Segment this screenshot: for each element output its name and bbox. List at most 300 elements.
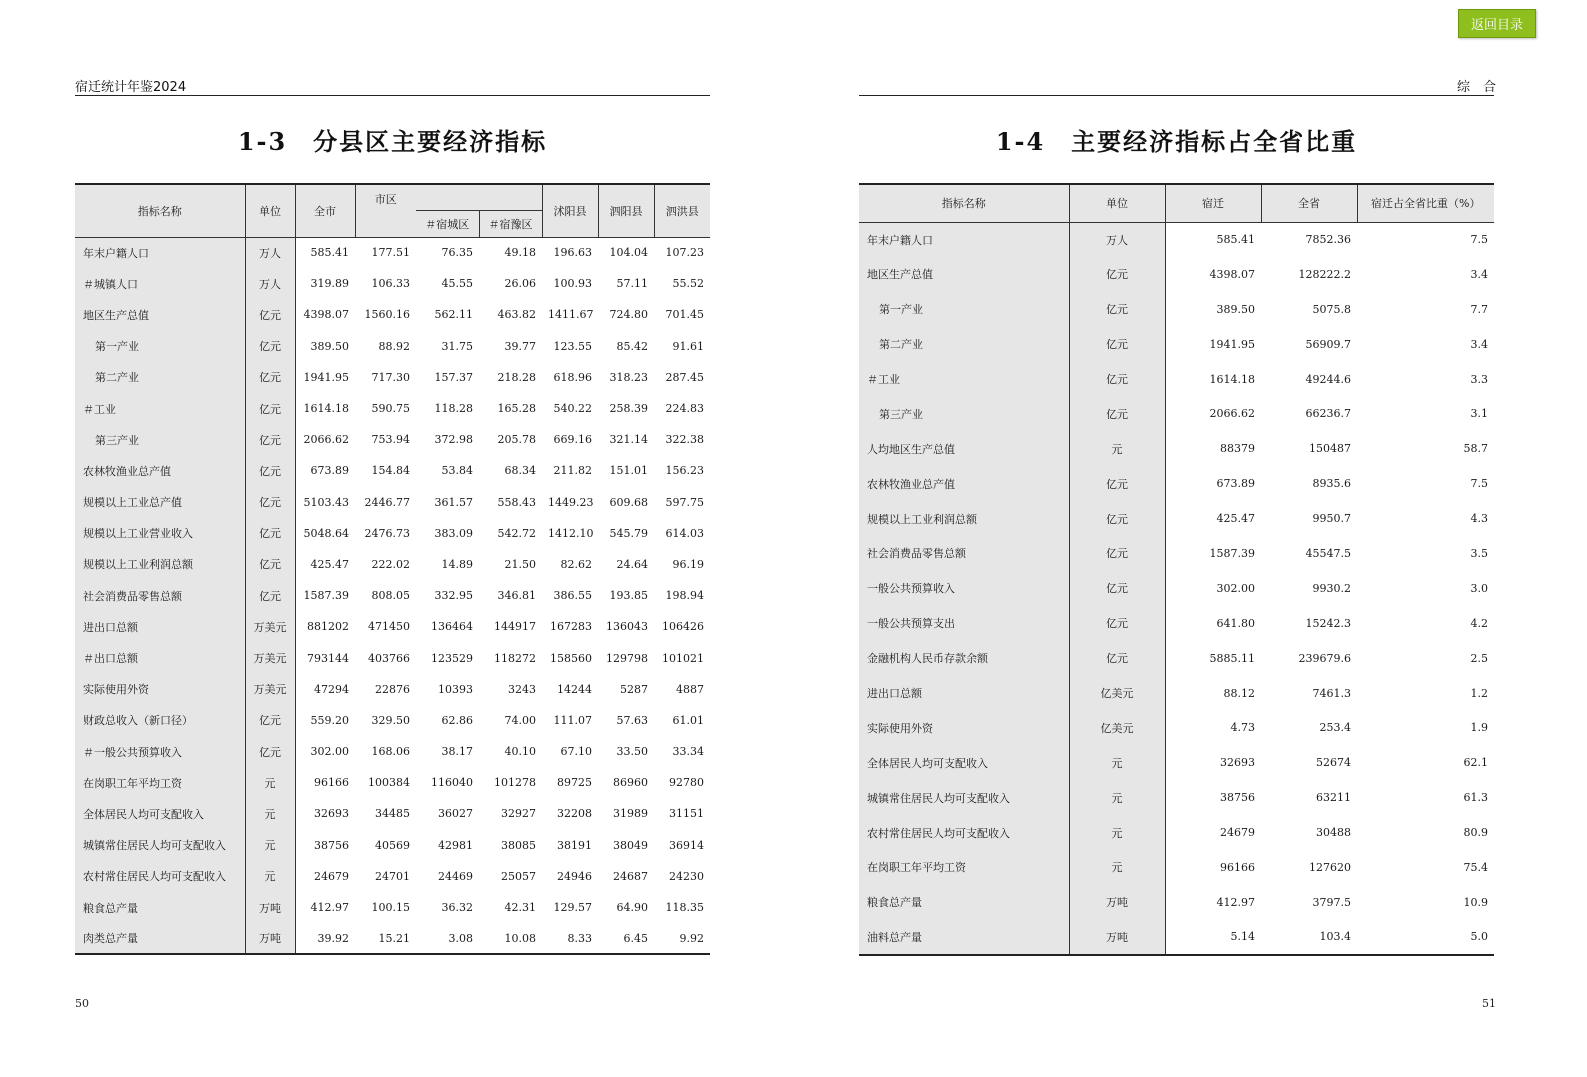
table-cell: 15242.3 — [1305, 616, 1351, 630]
table-cell: 463.82 — [497, 308, 536, 322]
table-row — [859, 676, 1494, 711]
row-unit: 元 — [245, 798, 295, 829]
table-row — [75, 923, 710, 954]
table-cell: 39.77 — [504, 339, 536, 353]
table-cell: 91.61 — [672, 339, 704, 353]
table-cell: 156.23 — [665, 464, 704, 478]
table-row — [75, 424, 710, 455]
table-row — [75, 455, 710, 486]
table-cell: 383.09 — [434, 526, 473, 540]
row-unit: 万人 — [245, 268, 295, 299]
table-row — [75, 549, 710, 580]
row-label: 第二产业 — [75, 362, 245, 393]
row-label: 全体居民人均可支配收入 — [75, 798, 245, 829]
table-cell: 30488 — [1316, 826, 1351, 840]
row-unit: 亿元 — [1069, 396, 1165, 431]
row-label: 第一产业 — [75, 331, 245, 362]
table-cell: 62.1 — [1463, 756, 1488, 770]
table-cell: 86960 — [613, 776, 648, 790]
table-cell: 3.4 — [1470, 267, 1488, 281]
table-cell: 64.90 — [616, 901, 648, 915]
row-unit: 亿元 — [1069, 257, 1165, 292]
table-cell: 3.5 — [1470, 546, 1488, 560]
table-cell: 24230 — [669, 869, 704, 883]
row-label: 油料总产量 — [859, 920, 1069, 955]
table-cell: 319.89 — [310, 277, 349, 291]
table-cell: 24946 — [557, 869, 592, 883]
table-cell: 123.55 — [553, 339, 592, 353]
table-cell: 329.50 — [371, 713, 410, 727]
row-label: 实际使用外资 — [859, 710, 1069, 745]
table-cell: 157.37 — [434, 370, 473, 384]
table-cell: 42.31 — [504, 901, 536, 915]
table-row — [859, 815, 1494, 850]
table-cell: 7.7 — [1470, 302, 1488, 316]
row-unit: 亿元 — [245, 362, 295, 393]
table-cell: 100.15 — [371, 901, 410, 915]
table-cell: 403766 — [368, 651, 410, 665]
row-unit: 万人 — [1069, 222, 1165, 257]
row-label: 进出口总额 — [859, 676, 1069, 711]
table-cell: 3797.5 — [1312, 895, 1351, 909]
row-unit: 亿元 — [1069, 362, 1165, 397]
table-cell: 5287 — [620, 682, 648, 696]
table-cell: 24679 — [1220, 826, 1255, 840]
table-cell: 24701 — [375, 869, 410, 883]
row-label: 城镇常住居民人均可支配收入 — [75, 830, 245, 861]
row-unit: 元 — [1069, 780, 1165, 815]
table-row — [75, 268, 710, 299]
table-cell: 61.01 — [672, 713, 704, 727]
row-label: 金融机构人民币存款余额 — [859, 641, 1069, 676]
table-cell: 669.16 — [553, 433, 592, 447]
table-cell: 9.92 — [679, 931, 704, 945]
row-unit: 亿元 — [245, 549, 295, 580]
table-row — [859, 396, 1494, 431]
row-label: 农村常住居民人均可支配收入 — [75, 861, 245, 892]
table-cell: 4.2 — [1470, 616, 1488, 630]
table-cell: 144917 — [494, 620, 536, 634]
table-row — [75, 642, 710, 673]
row-unit: 元 — [245, 767, 295, 798]
row-unit: 亿元 — [245, 331, 295, 362]
table-row — [859, 466, 1494, 501]
table-cell: 101021 — [662, 651, 704, 665]
table-title: 1-3 分县区主要经济指标 — [237, 127, 548, 156]
table-cell: 49.18 — [504, 246, 536, 260]
table-row — [75, 892, 710, 923]
row-unit: 万吨 — [245, 892, 295, 923]
table-cell: 3.08 — [448, 931, 473, 945]
table-row — [75, 237, 710, 268]
table-cell: 106.33 — [371, 277, 410, 291]
table-title: 1-4 主要经济指标占全省比重 — [995, 127, 1358, 156]
table-row — [75, 798, 710, 829]
table-row — [859, 850, 1494, 885]
table-cell: 540.22 — [553, 402, 592, 416]
row-label: 全体居民人均可支配收入 — [859, 745, 1069, 780]
table-cell: 346.81 — [497, 589, 536, 603]
table-cell: 614.03 — [665, 526, 704, 540]
table-cell: 3.4 — [1470, 337, 1488, 351]
table-cell: 1560.16 — [364, 308, 410, 322]
table-cell: 287.45 — [665, 370, 704, 384]
row-unit: 万吨 — [1069, 885, 1165, 920]
table-cell: 673.89 — [310, 464, 349, 478]
table-row — [859, 362, 1494, 397]
table-cell: 218.28 — [497, 370, 536, 384]
table-cell: 1.9 — [1470, 721, 1488, 735]
table-cell: 3.1 — [1470, 407, 1488, 421]
table-cell: 4398.07 — [303, 308, 349, 322]
table-cell: 196.63 — [553, 246, 592, 260]
row-unit: 亿元 — [1069, 327, 1165, 362]
row-unit: 元 — [1069, 431, 1165, 466]
table-cell: 129798 — [606, 651, 648, 665]
table-cell: 425.47 — [310, 557, 349, 571]
table-cell: 7.5 — [1470, 233, 1488, 247]
table-row — [75, 580, 710, 611]
table-cell: 80.9 — [1463, 826, 1488, 840]
table-cell: 224.83 — [665, 402, 704, 416]
table-cell: 150487 — [1309, 442, 1351, 456]
table-row — [75, 861, 710, 892]
row-unit: 亿元 — [245, 455, 295, 486]
row-label: 社会消费品零售总额 — [859, 536, 1069, 571]
table-row — [859, 745, 1494, 780]
table-cell: 136043 — [606, 620, 648, 634]
table-cell: 5.14 — [1230, 930, 1255, 944]
table-row — [859, 780, 1494, 815]
table-cell: 40569 — [375, 838, 410, 852]
table-cell: 36914 — [669, 838, 704, 852]
table-cell: 590.75 — [371, 402, 410, 416]
column-header: 市区 — [355, 184, 416, 237]
table-cell: 55.52 — [672, 277, 704, 291]
table-cell: 63211 — [1316, 791, 1351, 805]
row-unit: 亿元 — [1069, 606, 1165, 641]
row-unit: 亿元 — [245, 580, 295, 611]
table-cell: 412.97 — [1216, 895, 1255, 909]
column-header: 单位 — [1069, 184, 1165, 222]
row-label: 地区生产总值 — [859, 257, 1069, 292]
row-label: 粮食总产量 — [75, 892, 245, 923]
row-label: 财政总收入（新口径） — [75, 705, 245, 736]
table-cell: 253.4 — [1319, 721, 1351, 735]
table-row — [859, 606, 1494, 641]
table-row — [859, 710, 1494, 745]
table-cell: 1941.95 — [303, 370, 349, 384]
right-page — [793, 0, 1587, 1077]
table-cell: 31.75 — [441, 339, 473, 353]
table-cell: 7852.36 — [1305, 233, 1351, 247]
row-unit: 亿元 — [245, 487, 295, 518]
table-cell: 193.85 — [609, 589, 648, 603]
table-cell: 4887 — [676, 682, 704, 696]
table-cell: 45547.5 — [1305, 546, 1351, 560]
table-cell: 4398.07 — [1209, 267, 1255, 281]
table-cell: 318.23 — [609, 370, 648, 384]
table-row — [859, 431, 1494, 466]
table-cell: 302.00 — [310, 745, 349, 759]
table-row — [859, 571, 1494, 606]
table-row — [75, 299, 710, 330]
table-cell: 24.64 — [616, 557, 648, 571]
row-label: 粮食总产量 — [859, 885, 1069, 920]
table-cell: 32693 — [1220, 756, 1255, 770]
row-label: 实际使用外资 — [75, 674, 245, 705]
table-cell: 66236.7 — [1305, 407, 1351, 421]
row-unit: 亿元 — [245, 518, 295, 549]
table-cell: 68.34 — [504, 464, 536, 478]
table-cell: 96166 — [314, 776, 349, 790]
table-cell: 85.42 — [616, 339, 648, 353]
column-header: 单位 — [245, 184, 295, 237]
table-cell: 24679 — [314, 869, 349, 883]
table-cell: 1.2 — [1470, 686, 1488, 700]
table-cell: 386.55 — [553, 589, 592, 603]
row-unit: 万吨 — [245, 923, 295, 954]
column-header: 全市 — [295, 184, 355, 237]
table-cell: 10.08 — [504, 931, 536, 945]
table-cell: 111.07 — [553, 713, 592, 727]
row-unit: 亿元 — [245, 299, 295, 330]
table-cell: 89725 — [557, 776, 592, 790]
table-cell: 10.9 — [1463, 895, 1488, 909]
table-cell: 10393 — [438, 682, 473, 696]
table-cell: 239679.6 — [1298, 651, 1351, 665]
table-cell: 15.21 — [378, 931, 410, 945]
table-cell: 6.45 — [623, 931, 648, 945]
table-cell: 36.32 — [441, 901, 473, 915]
table-cell: 101278 — [494, 776, 536, 790]
table-cell: 52674 — [1316, 756, 1351, 770]
row-unit: 万美元 — [245, 674, 295, 705]
row-unit: 亿元 — [1069, 536, 1165, 571]
table-cell: 4.73 — [1230, 721, 1255, 735]
column-header: 指标名称 — [75, 184, 245, 237]
table-cell: 559.20 — [310, 713, 349, 727]
row-unit: 亿元 — [1069, 571, 1165, 606]
table-row — [859, 292, 1494, 327]
table-row — [75, 830, 710, 861]
row-unit: 亿元 — [1069, 641, 1165, 676]
table-cell: 701.45 — [665, 308, 704, 322]
table-row — [75, 518, 710, 549]
table-cell: 26.06 — [504, 277, 536, 291]
table-cell: 389.50 — [310, 339, 349, 353]
table-cell: 92780 — [669, 776, 704, 790]
table-cell: 5103.43 — [303, 495, 349, 509]
table-cell: 597.75 — [665, 495, 704, 509]
table-cell: 425.47 — [1216, 512, 1255, 526]
table-row — [75, 331, 710, 362]
table-cell: 9950.7 — [1312, 512, 1351, 526]
table-cell: 136464 — [431, 620, 473, 634]
table-cell: 258.39 — [609, 402, 648, 416]
page-number: 50 — [75, 997, 89, 1010]
table-cell: 67.10 — [560, 745, 592, 759]
table-cell: 198.94 — [665, 589, 704, 603]
row-unit: 亿元 — [1069, 466, 1165, 501]
table-cell: 36027 — [438, 807, 473, 821]
row-label: 进出口总额 — [75, 611, 245, 642]
row-unit: 亿元 — [245, 736, 295, 767]
table-cell: 96166 — [1220, 860, 1255, 874]
table-cell: 25057 — [501, 869, 536, 883]
row-label: 在岗职工年平均工资 — [75, 767, 245, 798]
table-cell: 49244.6 — [1305, 372, 1351, 386]
table-row — [75, 674, 710, 705]
table-cell: 61.3 — [1463, 791, 1488, 805]
row-unit: 万美元 — [245, 642, 295, 673]
table-cell: 14244 — [557, 682, 592, 696]
table-cell: 753.94 — [371, 433, 410, 447]
table-row — [75, 487, 710, 518]
table-cell: 103.4 — [1319, 930, 1351, 944]
row-label: 年末户籍人口 — [859, 222, 1069, 257]
row-label: 城镇常住居民人均可支配收入 — [859, 780, 1069, 815]
table-cell: 106426 — [662, 620, 704, 634]
table-cell: 881202 — [307, 620, 349, 634]
row-unit: 亿元 — [245, 393, 295, 424]
table-cell: 32208 — [557, 807, 592, 821]
table-row — [75, 736, 710, 767]
table-cell: 38191 — [557, 838, 592, 852]
table-cell: 14.89 — [441, 557, 473, 571]
table-cell: 322.38 — [665, 433, 704, 447]
table-cell: 100.93 — [553, 277, 592, 291]
row-unit: 万人 — [245, 237, 295, 268]
table-cell: 3243 — [508, 682, 536, 696]
table-cell: 76.35 — [441, 246, 473, 260]
column-header-blank — [416, 184, 542, 210]
table-cell: 47294 — [314, 682, 349, 696]
table-cell: 38049 — [613, 838, 648, 852]
row-label: 规模以上工业营业收入 — [75, 518, 245, 549]
row-label: 规模以上工业利润总额 — [75, 549, 245, 580]
table-cell: 1614.18 — [303, 402, 349, 416]
table-cell: 74.00 — [504, 713, 536, 727]
header-rule — [75, 95, 710, 96]
table-cell: 38756 — [1220, 791, 1255, 805]
row-label: 肉类总产量 — [75, 923, 245, 954]
table-cell: 116040 — [431, 776, 473, 790]
page-number: 51 — [1482, 997, 1496, 1010]
table-cell: 8935.6 — [1312, 477, 1351, 491]
table-cell: 57.11 — [616, 277, 648, 291]
table-row — [75, 393, 710, 424]
table-cell: 53.84 — [441, 464, 473, 478]
table-cell: 389.50 — [1216, 302, 1255, 316]
row-label: ＃工业 — [859, 362, 1069, 397]
row-label: ＃出口总额 — [75, 642, 245, 673]
table-cell: 39.92 — [317, 931, 349, 945]
table-cell: 542.72 — [497, 526, 536, 540]
table-cell: 808.05 — [371, 589, 410, 603]
running-head: 综 合 — [1457, 80, 1497, 95]
row-label: 第三产业 — [75, 424, 245, 455]
table-cell: 40.10 — [504, 745, 536, 759]
table-cell: 673.89 — [1216, 477, 1255, 491]
table-cell: 1614.18 — [1209, 372, 1255, 386]
table-cell: 129.57 — [553, 901, 592, 915]
table-cell: 321.14 — [609, 433, 648, 447]
row-unit: 元 — [1069, 745, 1165, 780]
row-label: 社会消费品零售总额 — [75, 580, 245, 611]
column-header: 指标名称 — [859, 184, 1069, 222]
table-cell: 205.78 — [497, 433, 536, 447]
table-cell: 75.4 — [1463, 860, 1488, 874]
table-cell: 562.11 — [434, 308, 473, 322]
table-cell: 5.0 — [1470, 930, 1488, 944]
table-cell: 96.19 — [672, 557, 704, 571]
table-cell: 104.04 — [609, 246, 648, 260]
table-cell: 118.35 — [665, 901, 704, 915]
table-row — [859, 222, 1494, 257]
table-cell: 107.23 — [665, 246, 704, 260]
table-cell: 42981 — [438, 838, 473, 852]
table-cell: 22876 — [375, 682, 410, 696]
table-cell: 3.3 — [1470, 372, 1488, 386]
table-row — [859, 885, 1494, 920]
table-cell: 2446.77 — [364, 495, 410, 509]
table-cell: 58.7 — [1463, 442, 1488, 456]
table-cell: 34485 — [375, 807, 410, 821]
left-page — [0, 0, 793, 1077]
running-head: 宿迁统计年鉴2024 — [75, 80, 187, 95]
table-cell: 558.43 — [497, 495, 536, 509]
row-label: 第二产业 — [859, 327, 1069, 362]
table-cell: 609.68 — [609, 495, 648, 509]
table-cell: 88379 — [1220, 442, 1255, 456]
table-cell: 88.12 — [1223, 686, 1255, 700]
table-cell: 9930.2 — [1312, 581, 1351, 595]
row-label: 规模以上工业总产值 — [75, 487, 245, 518]
table-cell: 1412.10 — [548, 526, 594, 540]
column-header: 沭阳县 — [542, 184, 598, 237]
table-cell: 24687 — [613, 869, 648, 883]
data-table — [75, 183, 710, 955]
table-cell: 2066.62 — [1209, 407, 1255, 421]
row-unit: 元 — [1069, 815, 1165, 850]
table-cell: 38756 — [314, 838, 349, 852]
table-cell: 88.92 — [378, 339, 410, 353]
row-label: 在岗职工年平均工资 — [859, 850, 1069, 885]
row-label: 农林牧渔业总产值 — [75, 455, 245, 486]
table-cell: 5048.64 — [303, 526, 349, 540]
column-subheader: ＃宿豫区 — [479, 210, 542, 237]
column-header: 泗阳县 — [598, 184, 654, 237]
table-cell: 56909.7 — [1305, 337, 1351, 351]
table-cell: 7461.3 — [1312, 686, 1351, 700]
row-label: ＃一般公共预算收入 — [75, 736, 245, 767]
row-label: 农林牧渔业总产值 — [859, 466, 1069, 501]
column-header: 泗洪县 — [654, 184, 710, 237]
row-unit: 万吨 — [1069, 920, 1165, 955]
row-unit: 元 — [1069, 850, 1165, 885]
row-unit: 亿元 — [245, 424, 295, 455]
table-cell: 412.97 — [310, 901, 349, 915]
table-cell: 302.00 — [1216, 581, 1255, 595]
table-cell: 5075.8 — [1312, 302, 1351, 316]
table-cell: 222.02 — [371, 557, 410, 571]
back-to-contents-button[interactable]: 返回目录 — [1458, 9, 1536, 38]
row-label: 地区生产总值 — [75, 299, 245, 330]
table-row — [75, 362, 710, 393]
table-cell: 471450 — [368, 620, 410, 634]
row-unit: 亿美元 — [1069, 676, 1165, 711]
